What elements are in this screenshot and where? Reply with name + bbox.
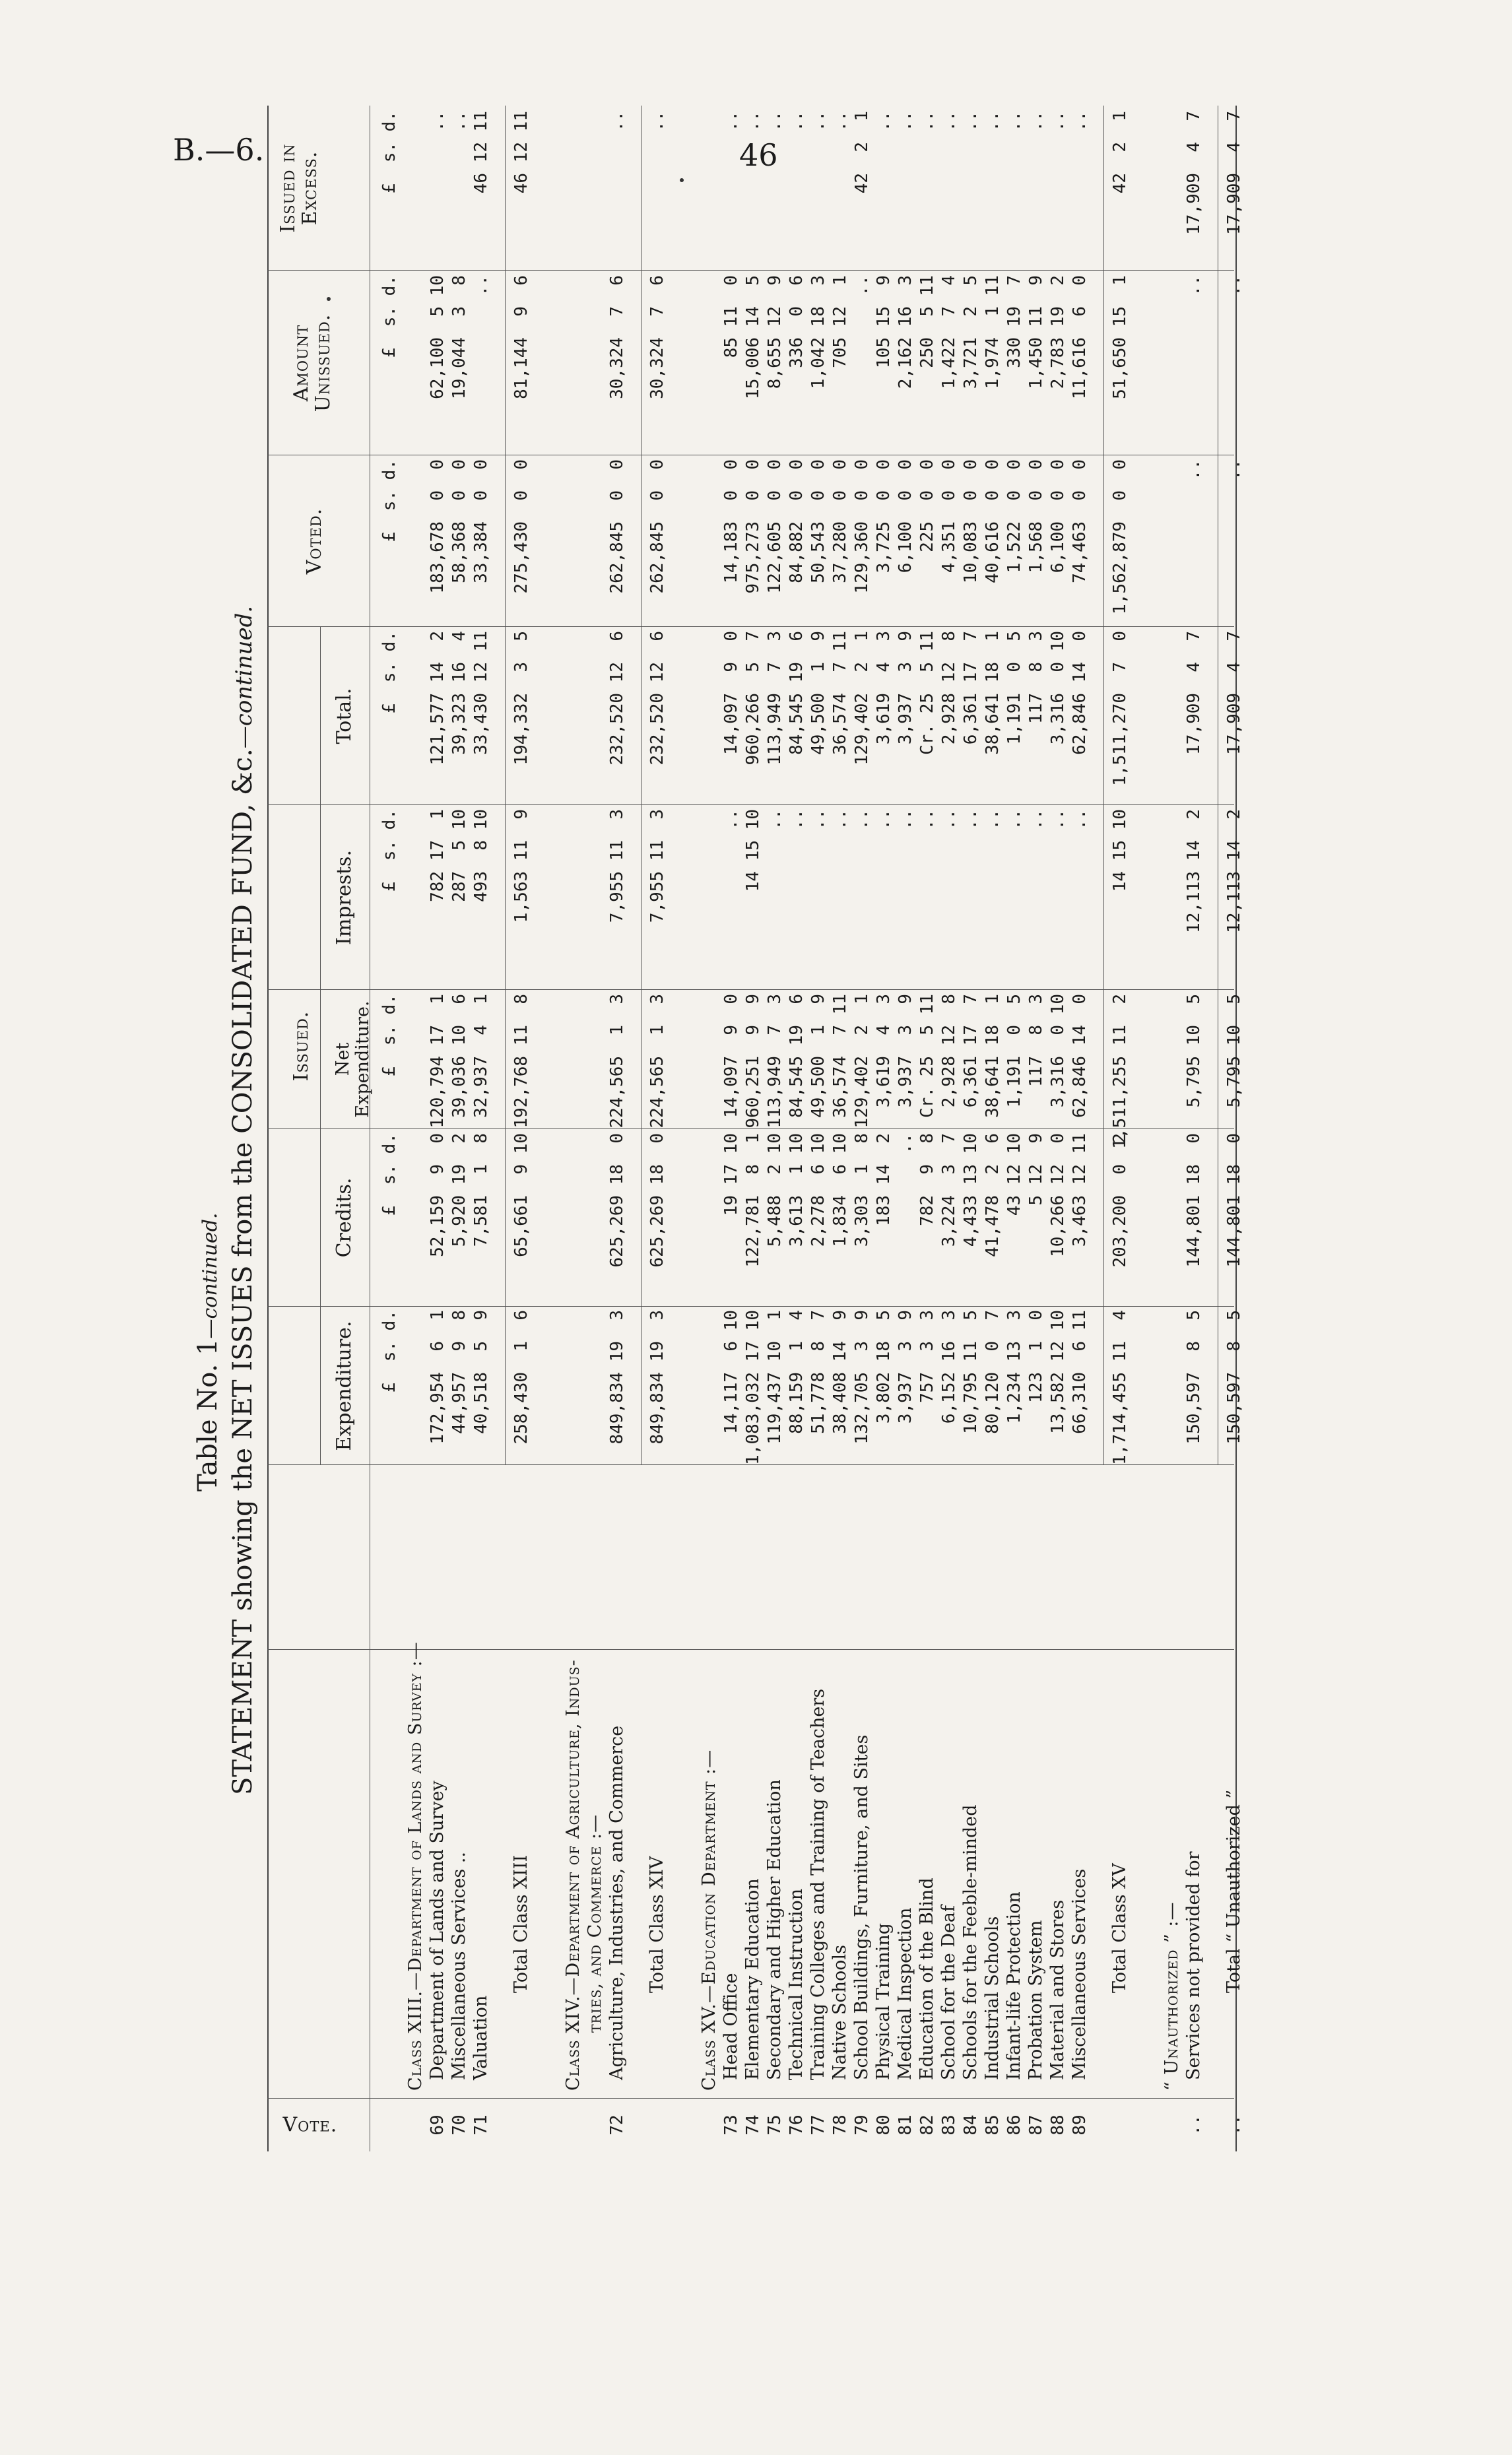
amount-cred: 3,224 3 7 (939, 1133, 959, 1247)
amount-exc: .. (874, 111, 894, 132)
amount-unis: 81,144 9 6 (511, 275, 531, 399)
amount-net: 38,641 18 1 (983, 994, 1003, 1118)
amount-exp: 51,778 8 7 (808, 1310, 828, 1434)
amount-net: 2,928 12 8 (939, 994, 959, 1108)
header-issued-in-excess: Issued in Excess. (277, 143, 321, 233)
amount-tot: 49,500 1 9 (808, 631, 828, 755)
units-label: £ s. d. (379, 1310, 399, 1393)
item-label: Miscellaneous Services .. (449, 1851, 469, 2080)
amount-net: 3,937 3 9 (896, 994, 915, 1108)
item-label: Secondary and Higher Education (764, 1779, 785, 2080)
amount-exc: .. (961, 111, 981, 132)
vote-number: 79 (852, 2114, 872, 2136)
amount-net: 224,565 1 3 (647, 994, 667, 1129)
amount-exc: .. (743, 111, 763, 132)
page-number: 46 (739, 137, 778, 173)
amount-voted: 275,430 0 0 (511, 459, 531, 594)
vote-number: 83 (939, 2114, 959, 2136)
amount-unis: 1,974 1 11 (983, 275, 1003, 389)
amount-imp: 7,955 11 3 (607, 809, 627, 923)
amount-imp: .. (721, 809, 741, 830)
vote-number: 89 (1070, 2114, 1090, 2136)
item-label: Material and Stores (1047, 1899, 1068, 2080)
amount-cred: 5,488 2 10 (765, 1133, 785, 1247)
amount-cred: 1,834 6 10 (830, 1133, 850, 1247)
item-label: Elementary Education (742, 1878, 763, 2080)
amount-imp: 782 17 1 (428, 809, 447, 902)
amount-exc: .. (428, 111, 447, 132)
item-label: Technical Instruction (786, 1888, 806, 2080)
amount-unis: 2,162 16 3 (896, 275, 915, 389)
item-label: School for the Deaf (938, 1905, 959, 2080)
amount-unis: 1,422 7 4 (939, 275, 959, 389)
amount-imp: .. (896, 809, 915, 830)
amount-voted: 6,100 0 0 (1048, 459, 1068, 573)
amount-tot: 62,846 14 0 (1070, 631, 1090, 755)
amount-tot: 6,361 17 7 (961, 631, 981, 745)
amount-tot: 960,266 5 7 (743, 631, 763, 766)
amount-exp: 1,714,455 11 4 (1110, 1310, 1130, 1465)
amount-unis: 51,650 15 1 (1110, 275, 1130, 399)
amount-net: 49,500 1 9 (808, 994, 828, 1118)
amount-unis: .. (852, 275, 872, 296)
total-label: Total Class XIII (511, 1854, 531, 1993)
amount-unis: 105 15 9 (874, 275, 894, 368)
amount-exp: 150,597 8 5 (1184, 1310, 1204, 1445)
amount-tot: 17,909 4 7 (1224, 631, 1244, 755)
total-rule (505, 106, 506, 1465)
amount-net: 39,036 10 6 (449, 994, 469, 1118)
amount-cred: 122,781 8 1 (743, 1133, 763, 1268)
amount-net: 192,768 11 8 (511, 994, 531, 1129)
amount-cred: 3,463 12 11 (1070, 1133, 1090, 1247)
amount-cred: 144,801 18 0 (1184, 1133, 1204, 1268)
units-label: £ s. d. (379, 111, 399, 194)
item-label: Native Schools (830, 1944, 850, 2080)
header-expenditure: Expenditure. (333, 1321, 356, 1451)
amount-exp: 13,582 12 10 (1048, 1310, 1068, 1434)
vote-number: 84 (961, 2114, 981, 2136)
amount-exp: 849,834 19 3 (647, 1310, 667, 1445)
amount-exc: .. (896, 111, 915, 132)
class-heading: Class XV.—Education Department :— (699, 1749, 719, 2091)
amount-cred: 183 14 2 (874, 1133, 894, 1226)
amount-tot: 14,097 9 0 (721, 631, 741, 755)
amount-cred: 625,269 18 0 (607, 1133, 627, 1268)
amount-tot: 1,191 0 5 (1004, 631, 1024, 745)
amount-imp: .. (852, 809, 872, 830)
amount-voted: 122,605 0 0 (765, 459, 785, 594)
amount-imp: .. (983, 809, 1003, 830)
vote-number: .. (1184, 2114, 1204, 2136)
amount-tot: 33,430 12 11 (471, 631, 491, 755)
amount-cred: 144,801 18 0 (1224, 1133, 1244, 1268)
header-total: Total. (333, 688, 356, 744)
amount-voted: 37,280 0 0 (830, 459, 850, 583)
amount-imp: .. (830, 809, 850, 830)
amount-tot: 232,520 12 6 (647, 631, 667, 766)
vote-number: 86 (1004, 2114, 1024, 2136)
amount-cred: 4,433 13 10 (961, 1133, 981, 1247)
units-label: £ s. d. (379, 1133, 399, 1216)
vote-number: 74 (743, 2114, 763, 2136)
amount-tot: 3,937 3 9 (896, 631, 915, 745)
amount-cred: 43 12 10 (1004, 1133, 1024, 1216)
table-title: Table No. 1—continued. (193, 1212, 223, 1491)
amount-exp: 132,705 3 9 (852, 1310, 872, 1445)
amount-exp: 757 3 3 (917, 1310, 937, 1403)
header-voted: Voted. (303, 507, 326, 575)
amount-unis: 1,042 18 3 (808, 275, 828, 389)
amount-exp: 172,954 6 1 (428, 1310, 447, 1445)
amount-exc: .. (1026, 111, 1046, 132)
amount-voted: 84,882 0 0 (787, 459, 806, 583)
amount-voted: 3,725 0 0 (874, 459, 894, 573)
amount-exp: 3,937 3 9 (896, 1310, 915, 1424)
item-label: Training Colleges and Training of Teachers (808, 1688, 828, 2080)
vote-number: 77 (808, 2114, 828, 2136)
amount-unis: 1,450 11 9 (1026, 275, 1046, 389)
amount-tot: 38,641 18 1 (983, 631, 1003, 755)
amount-voted: 975,273 0 0 (743, 459, 763, 594)
total-label: Total “ Unauthorized ” (1224, 1789, 1244, 1993)
amount-exc: .. (917, 111, 937, 132)
item-label: Department of Lands and Survey (427, 1781, 447, 2080)
amount-net: Cr. 25 5 11 (917, 994, 937, 1118)
amount-net: 117 8 3 (1026, 994, 1046, 1087)
amount-unis: 15,006 14 5 (743, 275, 763, 399)
amount-voted: 74,463 0 0 (1070, 459, 1090, 583)
amount-voted: 183,678 0 0 (428, 459, 447, 594)
amount-imp: .. (765, 809, 785, 830)
amount-unis: 250 5 11 (917, 275, 937, 368)
amount-exc: .. (939, 111, 959, 132)
amount-cred: 7,581 1 8 (471, 1133, 491, 1247)
amount-voted: 14,183 0 0 (721, 459, 741, 583)
amount-unis: 705 12 1 (830, 275, 850, 368)
vote-number: 81 (896, 2114, 915, 2136)
amount-exp: 44,957 9 8 (449, 1310, 469, 1434)
amount-exc: .. (1004, 111, 1024, 132)
amount-unis: 30,324 7 6 (607, 275, 627, 399)
amount-cred: 3,303 1 8 (852, 1133, 872, 1247)
vote-number: 73 (721, 2114, 741, 2136)
amount-imp: .. (1004, 809, 1024, 830)
amount-cred: 19 17 10 (721, 1133, 741, 1216)
vote-number: 87 (1026, 2114, 1046, 2136)
amount-tot: 117 8 3 (1026, 631, 1046, 724)
amount-net: 62,846 14 0 (1070, 994, 1090, 1118)
amount-imp: .. (1026, 809, 1046, 830)
amount-exc: .. (787, 111, 806, 132)
amount-exp: 119,437 10 1 (765, 1310, 785, 1445)
vote-number: 80 (874, 2114, 894, 2136)
amount-tot: 129,402 2 1 (852, 631, 872, 766)
amount-tot: 84,545 19 6 (787, 631, 806, 755)
header-imprests: Imprests. (333, 850, 356, 945)
amount-net: 960,251 9 9 (743, 994, 763, 1129)
amount-net: 120,794 17 1 (428, 994, 447, 1129)
item-label: Valuation (471, 1995, 491, 2080)
amount-voted: 1,522 0 0 (1004, 459, 1024, 573)
units-label: £ s. d. (379, 631, 399, 714)
item-label: Physical Training (873, 1922, 894, 2080)
amount-voted: 262,845 0 0 (607, 459, 627, 594)
header-credits: Credits. (333, 1177, 356, 1258)
amount-voted: 33,384 0 0 (471, 459, 491, 583)
amount-tot: 39,323 16 4 (449, 631, 469, 755)
vote-number: 72 (607, 2114, 627, 2136)
amount-imp: 14 15 10 (1110, 809, 1130, 892)
amount-imp: 12,113 14 2 (1184, 809, 1204, 933)
amount-tot: 232,520 12 6 (607, 631, 627, 766)
amount-net: 1,511,255 11 2 (1110, 994, 1130, 1149)
amount-tot: 194,332 3 5 (511, 631, 531, 766)
item-label: Medical Inspection (895, 1907, 915, 2080)
amount-unis: 336 0 6 (787, 275, 806, 368)
amount-exc: .. (983, 111, 1003, 132)
amount-net: 36,574 7 11 (830, 994, 850, 1118)
units-label: £ s. d. (379, 275, 399, 358)
vote-number: 85 (983, 2114, 1003, 2136)
amount-exc: 46 12 11 (511, 111, 531, 194)
header-issued: Issued. (290, 1010, 313, 1082)
amount-net: 113,949 7 3 (765, 994, 785, 1129)
amount-tot: 113,949 7 3 (765, 631, 785, 766)
amount-exp: 150,597 8 5 (1224, 1310, 1244, 1445)
amount-net: 5,795 10 5 (1224, 994, 1244, 1108)
amount-cred: .. (896, 1133, 915, 1154)
amount-net: 3,619 4 3 (874, 994, 894, 1108)
amount-tot: 36,574 7 11 (830, 631, 850, 755)
amount-voted: 4,351 0 0 (939, 459, 959, 573)
class-heading: tries, and Commerce :— (585, 1814, 605, 2033)
amount-net: 129,402 2 1 (852, 994, 872, 1129)
amount-voted: 50,543 0 0 (808, 459, 828, 583)
amount-unis: 19,044 3 8 (449, 275, 469, 399)
amount-exp: 38,408 14 9 (830, 1310, 850, 1434)
item-label: School Buildings, Furniture, and Sites (851, 1734, 872, 2080)
amount-imp: 1,563 11 9 (511, 809, 531, 923)
item-label: Schools for the Feeble-minded (960, 1804, 981, 2080)
amount-imp: 7,955 11 3 (647, 809, 667, 923)
amount-exc: 42 2 1 (1110, 111, 1130, 194)
amount-cred: 65,661 9 10 (511, 1133, 531, 1257)
item-label: Probation System (1026, 1920, 1046, 2080)
amount-voted: 40,616 0 0 (983, 459, 1003, 583)
statement-title: STATEMENT showing the NET ISSUES from the CONSOLIDATED FUND, &c.—continued. (228, 605, 258, 1795)
item-label: Industrial Schools (982, 1916, 1003, 2080)
amount-imp: .. (917, 809, 937, 830)
units-label: £ s. d. (379, 809, 399, 892)
amount-cred: 203,200 0 2 (1110, 1133, 1130, 1268)
amount-exc: .. (721, 111, 741, 132)
amount-unis: 85 11 0 (721, 275, 741, 358)
amount-exc: .. (765, 111, 785, 132)
header-net-expenditure: Net Expenditure. (333, 1000, 373, 1118)
amount-exp: 3,802 18 5 (874, 1310, 894, 1424)
vote-number: 76 (787, 2114, 806, 2136)
amount-exc: .. (830, 111, 850, 132)
header-amount-unissued: Amount Unissued. (290, 313, 335, 412)
vote-number: 82 (917, 2114, 937, 2136)
amount-cred: 41,478 2 6 (983, 1133, 1003, 1257)
amount-exp: 258,430 1 6 (511, 1310, 531, 1445)
amount-net: 6,361 17 7 (961, 994, 981, 1108)
amount-voted: 58,368 0 0 (449, 459, 469, 583)
amount-cred: 5 12 9 (1026, 1133, 1046, 1206)
amount-voted: 10,083 0 0 (961, 459, 981, 583)
amount-exp: 1,083,032 17 10 (743, 1310, 763, 1465)
amount-imp: .. (787, 809, 806, 830)
amount-unis: 8,655 12 9 (765, 275, 785, 389)
item-label: Education of the Blind (917, 1878, 937, 2080)
amount-exp: 14,117 6 10 (721, 1310, 741, 1434)
amount-unis: .. (1184, 275, 1204, 296)
amount-exc: 17,909 4 7 (1224, 111, 1244, 235)
amount-exc: .. (449, 111, 469, 132)
page-reference: B.—6. (173, 132, 265, 168)
amount-net: 1,191 0 5 (1004, 994, 1024, 1108)
amount-exp: 80,120 0 7 (983, 1310, 1003, 1434)
amount-voted: .. (1184, 459, 1204, 480)
amount-exc: 17,909 4 7 (1184, 111, 1204, 235)
total-rule (1103, 106, 1104, 1465)
vote-number: 78 (830, 2114, 850, 2136)
amount-voted: 225 0 0 (917, 459, 937, 552)
amount-exp: 66,310 6 11 (1070, 1310, 1090, 1434)
amount-voted: 6,100 0 0 (896, 459, 915, 573)
amount-tot: 3,316 0 10 (1048, 631, 1068, 745)
amount-imp: .. (961, 809, 981, 830)
amount-exc: .. (1070, 111, 1090, 132)
amount-imp: .. (874, 809, 894, 830)
amount-unis: 330 19 7 (1004, 275, 1024, 368)
amount-net: 84,545 19 6 (787, 994, 806, 1118)
amount-voted: 262,845 0 0 (647, 459, 667, 594)
amount-net: 5,795 10 5 (1184, 994, 1204, 1108)
amount-voted: 1,562,879 0 0 (1110, 459, 1130, 614)
amount-imp: .. (1070, 809, 1090, 830)
amount-net: 14,097 9 0 (721, 994, 741, 1118)
amount-exp: 10,795 11 5 (961, 1310, 981, 1434)
vote-number: 70 (449, 2114, 469, 2136)
amount-exc: .. (647, 111, 667, 132)
amount-exp: 849,834 19 3 (607, 1310, 627, 1445)
amount-unis: 30,324 7 6 (647, 275, 667, 399)
amount-cred: 2,278 6 10 (808, 1133, 828, 1247)
amount-exc: .. (808, 111, 828, 132)
amount-unis: 3,721 2 5 (961, 275, 981, 389)
amount-tot: 1,511,270 7 0 (1110, 631, 1130, 786)
amount-exc: .. (1048, 111, 1068, 132)
amount-exp: 6,152 16 3 (939, 1310, 959, 1424)
class-heading: “ Unauthorized ” :— (1162, 1901, 1182, 2091)
amount-voted: 129,360 0 0 (852, 459, 872, 594)
amount-unis: .. (1224, 275, 1244, 296)
vote-number: 69 (428, 2114, 447, 2136)
amount-cred: 10,266 12 0 (1048, 1133, 1068, 1257)
amount-exp: 88,159 1 4 (787, 1310, 806, 1434)
amount-net: 32,937 4 1 (471, 994, 491, 1118)
header-vote: Vote. (282, 2113, 338, 2137)
vote-number: 75 (765, 2114, 785, 2136)
amount-unis: 62,100 5 10 (428, 275, 447, 399)
amount-imp: 287 5 10 (449, 809, 469, 902)
item-label: Services not provided for (1183, 1851, 1204, 2080)
amount-exp: 1,234 13 3 (1004, 1310, 1024, 1424)
amount-net: 224,565 1 3 (607, 994, 627, 1129)
amount-cred: 782 9 8 (917, 1133, 937, 1226)
amount-unis: .. (471, 275, 491, 296)
amount-tot: 17,909 4 7 (1184, 631, 1204, 755)
amount-cred: 3,613 1 10 (787, 1133, 806, 1247)
amount-cred: 52,159 9 0 (428, 1133, 447, 1257)
amount-imp: 14 15 10 (743, 809, 763, 892)
vote-number: 71 (471, 2114, 491, 2136)
item-label: Miscellaneous Services (1069, 1868, 1090, 2080)
amount-cred: 5,920 19 2 (449, 1133, 469, 1247)
amount-imp: 493 8 10 (471, 809, 491, 902)
amount-tot: 121,577 14 2 (428, 631, 447, 766)
amount-imp: .. (939, 809, 959, 830)
item-label: Head Office (721, 1973, 741, 2080)
total-label: Total Class XV (1109, 1863, 1130, 1993)
vote-number: .. (1224, 2114, 1244, 2136)
amount-exc: 46 12 11 (471, 111, 491, 194)
amount-imp: .. (1048, 809, 1068, 830)
amount-net: 3,316 0 10 (1048, 994, 1068, 1108)
amount-voted: .. (1224, 459, 1244, 480)
amount-unis: 11,616 6 0 (1070, 275, 1090, 399)
amount-exc: 42 2 1 (852, 111, 872, 194)
amount-exp: 123 1 0 (1026, 1310, 1046, 1403)
amount-voted: 1,568 0 0 (1026, 459, 1046, 573)
amount-imp: 12,113 14 2 (1224, 809, 1244, 933)
amount-exp: 40,518 5 9 (471, 1310, 491, 1434)
vote-number: 88 (1048, 2114, 1068, 2136)
amount-tot: 3,619 4 3 (874, 631, 894, 745)
item-label: Infant-life Protection (1004, 1891, 1024, 2080)
amount-cred: 625,269 18 0 (647, 1133, 667, 1268)
total-label: Total Class XIV (647, 1856, 667, 1993)
amount-exc: .. (607, 111, 627, 132)
units-label: £ s. d. (379, 994, 399, 1077)
class-heading: Class XIV.—Department of Agriculture, Indus- (563, 1659, 583, 2091)
amount-unis: 2,783 19 2 (1048, 275, 1068, 389)
amount-tot: Cr. 25 5 11 (917, 631, 937, 755)
item-label: Agriculture, Industries, and Commerce (607, 1725, 627, 2080)
amount-tot: 2,928 12 8 (939, 631, 959, 745)
amount-imp: .. (808, 809, 828, 830)
units-label: £ s. d. (379, 459, 399, 542)
class-heading: Class XIII.—Department of Lands and Survey :— (405, 1641, 426, 2091)
